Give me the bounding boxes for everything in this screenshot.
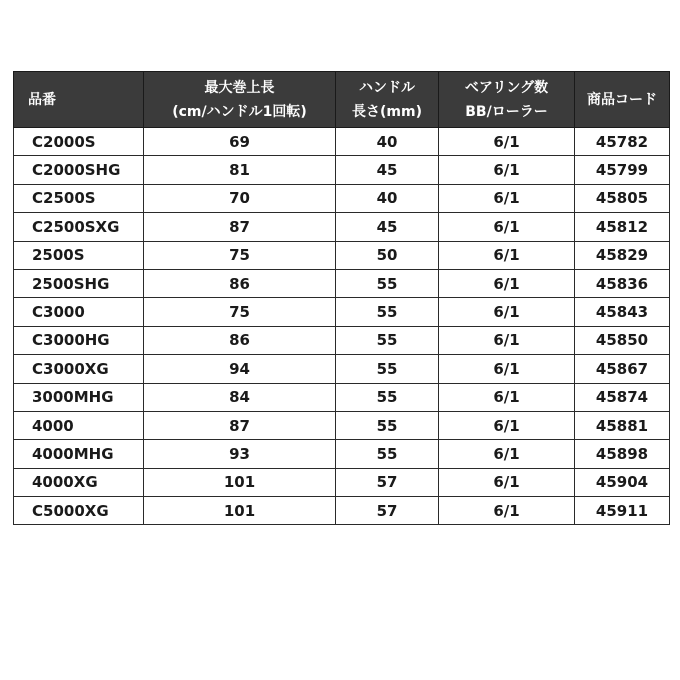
cell-bearings: 6/1 (439, 213, 575, 241)
cell-product-code: 45881 (575, 411, 670, 439)
cell-max-retrieve: 86 (144, 269, 336, 297)
table-row (14, 241, 670, 269)
cell-model: C3000HG (14, 326, 144, 354)
table-row (14, 355, 670, 383)
cell-max-retrieve: 101 (144, 497, 336, 525)
table-row (14, 184, 670, 212)
cell-max-retrieve: 75 (144, 241, 336, 269)
cell-max-retrieve: 81 (144, 156, 336, 184)
cell-model: 4000MHG (14, 440, 144, 468)
cell-handle-length: 45 (336, 156, 439, 184)
cell-product-code: 45904 (575, 468, 670, 496)
cell-handle-length: 55 (336, 383, 439, 411)
cell-product-code: 45843 (575, 298, 670, 326)
cell-bearings: 6/1 (439, 440, 575, 468)
cell-handle-length: 55 (336, 440, 439, 468)
cell-bearings: 6/1 (439, 156, 575, 184)
table-row (14, 440, 670, 468)
table-row (14, 326, 670, 354)
cell-handle-length: 55 (336, 269, 439, 297)
cell-max-retrieve: 84 (144, 383, 336, 411)
cell-model: 2500S (14, 241, 144, 269)
header-max-retrieve: 最大巻上長 (cm/ハンドル1回転) (144, 72, 336, 128)
cell-model: 4000XG (14, 468, 144, 496)
cell-bearings: 6/1 (439, 184, 575, 212)
table-row (14, 213, 670, 241)
cell-bearings: 6/1 (439, 468, 575, 496)
table-row (14, 411, 670, 439)
cell-max-retrieve: 87 (144, 411, 336, 439)
cell-handle-length: 40 (336, 184, 439, 212)
cell-max-retrieve: 70 (144, 184, 336, 212)
cell-product-code: 45850 (575, 326, 670, 354)
cell-product-code: 45812 (575, 213, 670, 241)
table-row (14, 383, 670, 411)
cell-model: 3000MHG (14, 383, 144, 411)
cell-model: C2000S (14, 128, 144, 156)
cell-handle-length: 45 (336, 213, 439, 241)
cell-handle-length: 57 (336, 468, 439, 496)
table-row (14, 128, 670, 156)
cell-bearings: 6/1 (439, 411, 575, 439)
header-row (14, 72, 670, 128)
cell-bearings: 6/1 (439, 355, 575, 383)
cell-product-code: 45782 (575, 128, 670, 156)
cell-max-retrieve: 94 (144, 355, 336, 383)
cell-handle-length: 55 (336, 411, 439, 439)
table-row (14, 497, 670, 525)
cell-max-retrieve: 101 (144, 468, 336, 496)
cell-product-code: 45874 (575, 383, 670, 411)
table-row (14, 269, 670, 297)
cell-max-retrieve: 93 (144, 440, 336, 468)
cell-bearings: 6/1 (439, 497, 575, 525)
cell-max-retrieve: 86 (144, 326, 336, 354)
cell-model: C2500SXG (14, 213, 144, 241)
cell-bearings: 6/1 (439, 269, 575, 297)
cell-bearings: 6/1 (439, 128, 575, 156)
header-product-code: 商品コード (575, 72, 670, 128)
table-row (14, 468, 670, 496)
cell-product-code: 45911 (575, 497, 670, 525)
table-header (14, 72, 670, 128)
header-model: 品番 (14, 72, 144, 128)
cell-max-retrieve: 87 (144, 213, 336, 241)
cell-product-code: 45836 (575, 269, 670, 297)
header-bearings: ベアリング数 BB/ローラー (439, 72, 575, 128)
cell-handle-length: 50 (336, 241, 439, 269)
cell-bearings: 6/1 (439, 298, 575, 326)
cell-handle-length: 57 (336, 497, 439, 525)
table-row (14, 298, 670, 326)
table-body (14, 128, 670, 525)
cell-product-code: 45829 (575, 241, 670, 269)
cell-model: C3000 (14, 298, 144, 326)
header-handle-length: ハンドル 長さ(mm) (336, 72, 439, 128)
cell-product-code: 45867 (575, 355, 670, 383)
cell-model: C5000XG (14, 497, 144, 525)
spec-table (13, 71, 670, 525)
cell-handle-length: 55 (336, 298, 439, 326)
cell-handle-length: 40 (336, 128, 439, 156)
cell-max-retrieve: 69 (144, 128, 336, 156)
cell-model: 2500SHG (14, 269, 144, 297)
cell-model: C3000XG (14, 355, 144, 383)
cell-handle-length: 55 (336, 326, 439, 354)
cell-max-retrieve: 75 (144, 298, 336, 326)
cell-product-code: 45898 (575, 440, 670, 468)
cell-handle-length: 55 (336, 355, 439, 383)
cell-product-code: 45805 (575, 184, 670, 212)
cell-product-code: 45799 (575, 156, 670, 184)
table-row (14, 156, 670, 184)
cell-model: C2000SHG (14, 156, 144, 184)
cell-bearings: 6/1 (439, 326, 575, 354)
cell-bearings: 6/1 (439, 241, 575, 269)
cell-model: 4000 (14, 411, 144, 439)
cell-model: C2500S (14, 184, 144, 212)
cell-bearings: 6/1 (439, 383, 575, 411)
